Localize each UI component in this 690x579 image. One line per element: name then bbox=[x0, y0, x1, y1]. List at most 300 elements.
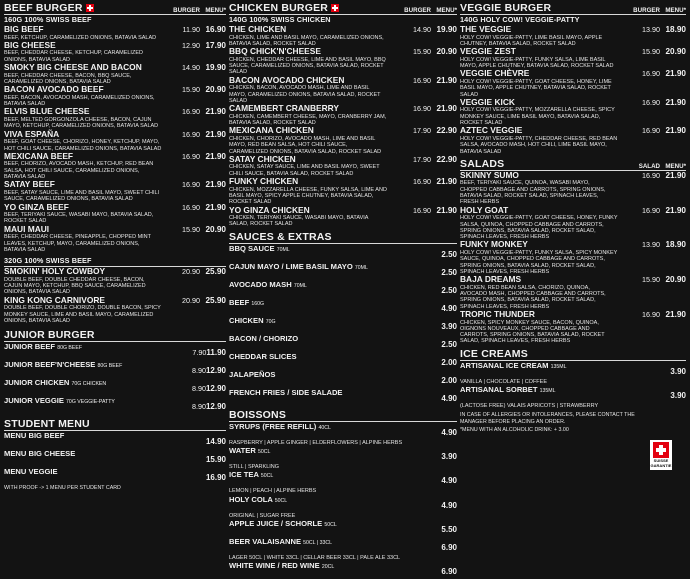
menu-price: 21.90 bbox=[205, 180, 226, 190]
beef-title: BEEF BURGER bbox=[4, 2, 83, 14]
item-name bbox=[229, 155, 296, 165]
item-detail: LEMON | PEACH | ALPINE HERBS bbox=[229, 488, 317, 495]
item-size: 135ML bbox=[539, 388, 556, 395]
menu-price: 14.90 bbox=[205, 437, 226, 447]
item-name-text: CAMEMBERT CRANBERRY bbox=[229, 103, 339, 114]
item-name bbox=[4, 267, 105, 277]
burger-price: 8.90 bbox=[191, 402, 206, 412]
item-prices bbox=[441, 244, 457, 262]
salads-list bbox=[460, 171, 686, 345]
item-prices bbox=[397, 177, 457, 187]
item-description: HOLY COW! VEGGIE-PATTY, FUNKY SALSA, LIME BASIL MAYO, APPLE CHUTNEY, BATAVIA SALAD, ROCKET SALAD bbox=[460, 56, 614, 70]
item-description: CHICKEN, RED BEAN SALSA, CHORIZO, QUINOA, AVOCADO MASH, CHOPPED CABBAGE AND CARROTS, SPRING ONIONS, BATAVIA SALAD, ROCKET SALAD, SPINACH LEAVES, FRESH HERBS bbox=[460, 284, 606, 310]
menu-item-row bbox=[4, 41, 226, 51]
menu-price: 18.90 bbox=[665, 25, 686, 34]
item-detail: ORIGINAL | SUGAR FREE bbox=[229, 512, 296, 519]
menu-price: 21.90 bbox=[205, 151, 226, 161]
menu-price: 4.90 bbox=[441, 500, 457, 510]
item-prices bbox=[166, 107, 226, 117]
badge-line-2: GARANTIE bbox=[650, 462, 672, 468]
swiss-guarantee-badge bbox=[650, 440, 672, 470]
menu-item bbox=[229, 244, 457, 262]
menu-item bbox=[4, 203, 226, 225]
item-name-text: ELVIS BLUE CHEESE bbox=[4, 106, 90, 117]
item-name-text: BBQ SAUCE bbox=[229, 243, 275, 253]
menu-item bbox=[4, 180, 226, 202]
item-prices bbox=[166, 152, 226, 162]
item-size: 80G BEEF bbox=[97, 363, 123, 370]
item-prices bbox=[670, 361, 686, 379]
item-size: 80G BEEF bbox=[57, 345, 82, 352]
item-prices bbox=[192, 378, 226, 396]
item-description: CHICKEN, TERIYAKI SAUCE, WASABI MAYO, BATAVIA SALAD, ROCKET SALAD bbox=[229, 215, 369, 228]
item-name-text: MAUI MAUI bbox=[4, 223, 50, 234]
veggie-title: VEGGIE BURGER bbox=[460, 2, 552, 14]
item-name bbox=[229, 388, 343, 406]
item-size: 70G CHICKEN bbox=[71, 381, 107, 388]
item-description: CHICKEN, LIME AND BASIL MAYO, CARAMELIZED ONIONS, BATAVIA SALAD, ROCKET SALAD bbox=[229, 34, 384, 47]
item-name-text: JUNIOR VEGGIE bbox=[4, 396, 64, 406]
item-name bbox=[229, 47, 321, 57]
menu-item-row bbox=[229, 298, 457, 316]
beef-list bbox=[4, 25, 226, 253]
menu-item bbox=[460, 126, 686, 154]
item-description: HOLY COW! VEGGIE-PATTY, CHEDDAR CHEESE, RED BEAN SALSA, AVOCADO MASH, HOT CHILI, LIME BASIL MAYO, BATAVIA SALAD bbox=[460, 135, 618, 155]
menu-item-row bbox=[229, 47, 457, 57]
menu-item-row bbox=[4, 431, 226, 449]
item-size: 50CL bbox=[324, 521, 337, 528]
menu-item-row bbox=[229, 470, 457, 488]
item-prices bbox=[166, 225, 226, 235]
item-size: 135ML bbox=[550, 363, 567, 370]
menu-item bbox=[229, 298, 457, 316]
item-detail: RASPBERRY | APPLE GINGER | ELDERFLOWERS | ALPINE HERBS bbox=[229, 439, 403, 446]
item-name-text: SYRUPS (FREE REFILL) bbox=[229, 421, 317, 431]
item-size: 70G VEGGIE-PATTY bbox=[66, 399, 115, 406]
burger-price: 17.90 bbox=[413, 126, 431, 136]
menu-price: 6.90 bbox=[441, 567, 457, 577]
menu-price: 21.90 bbox=[665, 309, 686, 319]
beef-column bbox=[4, 0, 226, 491]
item-name bbox=[4, 25, 44, 35]
burger-col-header: BURGER bbox=[633, 7, 660, 14]
item-name-text: BBQ CHICK'N'CHEESE bbox=[229, 46, 321, 57]
sauces-title: SAUCES & EXTRAS bbox=[229, 230, 332, 243]
item-prices bbox=[166, 41, 226, 51]
item-name bbox=[229, 262, 368, 280]
item-name-text: BACON / CHORIZO bbox=[229, 333, 299, 343]
item-name bbox=[460, 240, 528, 250]
beef-subtitle-2: 320G 100% SWISS BEEF bbox=[4, 256, 226, 267]
menu-item bbox=[4, 225, 226, 253]
burger-price: 12.90 bbox=[182, 40, 200, 50]
drinks-title: BOISSONS bbox=[229, 408, 287, 421]
menu-item bbox=[460, 361, 686, 385]
item-detail: (LACTOSE FREE) VALAIS APRICOTS | STRAWBERRY bbox=[460, 403, 599, 410]
menu-item bbox=[229, 537, 457, 561]
menu-item bbox=[460, 98, 686, 126]
item-name-text: TROPIC THUNDER bbox=[460, 308, 535, 319]
item-name bbox=[460, 206, 508, 216]
burger-col-header: BURGER bbox=[404, 7, 431, 14]
menu-item bbox=[4, 431, 226, 449]
burger-price: 16.90 bbox=[413, 205, 431, 215]
menu-item-row bbox=[4, 296, 226, 306]
burger-price: 16.90 bbox=[642, 126, 660, 136]
chicken-header bbox=[229, 1, 457, 15]
menu-price: 21.90 bbox=[665, 205, 686, 215]
burger-price: 15.90 bbox=[642, 275, 660, 285]
menu-item bbox=[460, 240, 686, 275]
menu-price: 18.90 bbox=[665, 240, 686, 250]
item-name bbox=[229, 25, 286, 35]
menu-price: 21.90 bbox=[665, 69, 686, 79]
item-name bbox=[229, 495, 287, 513]
item-prices bbox=[206, 467, 226, 485]
item-name-text: AZTEC VEGGIE bbox=[460, 125, 523, 136]
item-size: 160G bbox=[251, 300, 265, 307]
item-name-text: BIG CHEESE bbox=[4, 39, 56, 50]
menu-item bbox=[460, 385, 686, 409]
item-name bbox=[460, 126, 522, 136]
item-prices bbox=[166, 296, 226, 306]
junior-list bbox=[4, 342, 226, 414]
burger-price: 14.90 bbox=[182, 63, 200, 73]
icecream-header bbox=[460, 347, 686, 361]
item-name-text: HOLY COLA bbox=[229, 494, 273, 504]
menu-price: 20.90 bbox=[665, 47, 686, 57]
menu-price: 21.90 bbox=[665, 97, 686, 107]
item-name-text: SATAY BEEF bbox=[4, 179, 55, 190]
drinks-list bbox=[229, 422, 457, 579]
burger-price: 16.90 bbox=[413, 104, 431, 114]
item-prices bbox=[626, 310, 686, 320]
chicken-list bbox=[229, 25, 457, 228]
item-description: BEEF, KETCHUP, CARAMELIZED ONIONS, BATAVIA SALAD bbox=[4, 34, 157, 41]
item-prices bbox=[626, 25, 686, 35]
item-name bbox=[460, 361, 566, 379]
item-name bbox=[229, 126, 314, 136]
item-name-text: SMOKY BIG CHEESE AND BACON bbox=[4, 62, 142, 73]
item-prices bbox=[166, 25, 226, 35]
swiss-flag-icon bbox=[331, 4, 339, 12]
item-name-text: MEXICANA CHICKEN bbox=[229, 125, 314, 136]
item-size: 70ML bbox=[276, 246, 290, 253]
menu-item bbox=[229, 388, 457, 406]
item-size: 70ML bbox=[293, 282, 307, 289]
item-description: CHICKEN, MOZZARELLA CHEESE, FUNKY SALSA, LIME AND BASIL MAYO, SPICY APPLE CHUTNEY, BATAVIA SALAD, ROCKET SALAD bbox=[229, 186, 387, 206]
burger-price: 20.90 bbox=[182, 267, 200, 277]
menu-price: 21.90 bbox=[205, 107, 226, 117]
item-name-text: THE VEGGIE bbox=[460, 24, 512, 34]
menu-item-row bbox=[229, 446, 457, 464]
item-description: BEEF, SATAY SAUCE, LIME AND BASIL MAYO, SWEET CHILI SAUCE, CARAMELIZED ONIONS, BATAVIA SALAD bbox=[4, 189, 160, 203]
menu-price: 20.90 bbox=[205, 85, 226, 95]
menu-price: 21.90 bbox=[436, 104, 457, 114]
student-header bbox=[4, 417, 226, 431]
menu-item-row bbox=[460, 310, 686, 320]
item-name bbox=[229, 206, 310, 216]
item-name bbox=[229, 370, 275, 388]
menu-item bbox=[4, 107, 226, 129]
menu-item-row bbox=[4, 180, 226, 190]
item-name bbox=[229, 334, 298, 352]
menu-item bbox=[229, 422, 457, 446]
menu-price: 25.90 bbox=[205, 295, 226, 305]
burger-price: 11.90 bbox=[182, 25, 200, 34]
menu-price: 3.90 bbox=[441, 321, 457, 331]
menu-item-row bbox=[229, 352, 457, 370]
menu-item-row bbox=[229, 155, 457, 165]
burger-price: 13.90 bbox=[642, 25, 660, 34]
item-description: CHICKEN, SPICY MONKEY SAUCE, BACON, QUINOA, OIGNONS NOUVEAUX, CHOPPED CABBAGE AND CARROTS, SPRING ONIONS, BATAVIA SALAD, ROCKET SALAD, SPINACH LEAVES, FRESH HERBS bbox=[460, 319, 605, 345]
item-prices bbox=[166, 130, 226, 140]
item-name-text: ARTISANAL ICE CREAM bbox=[460, 360, 549, 370]
item-description: DOUBLE BEEF, DOUBLE CHEDDAR CHEESE, BACON, CAJUN MAYO, KETCHUP, BBQ SAUCE, CARAMELIZED ONIONS, BATAVIA SALAD bbox=[4, 276, 146, 296]
menu-item bbox=[229, 561, 457, 579]
menu-item bbox=[4, 130, 226, 152]
burger-price: 15.90 bbox=[413, 47, 431, 57]
item-name bbox=[4, 467, 58, 485]
item-name-text: VIVA ESPAÑA bbox=[4, 128, 60, 139]
student-note: WITH PROOF -> 1 MENU PER STUDENT CARD bbox=[4, 485, 121, 492]
menu-item-row bbox=[229, 561, 457, 579]
item-name bbox=[229, 76, 344, 86]
menu-item-row bbox=[4, 342, 226, 360]
menu-price: 2.50 bbox=[441, 249, 457, 259]
menu-price: 21.90 bbox=[436, 177, 457, 187]
item-name bbox=[460, 69, 529, 79]
menu-item-row bbox=[4, 152, 226, 162]
menu-item-row bbox=[460, 275, 686, 285]
item-prices bbox=[441, 388, 457, 406]
item-description: HOLY COW! VEGGIE-PATTY, GOAT CHEESE, HONEY, LIME BASIL MAYO, APPLE CHUTNEY, BATAVIA SALAD, ROCKET SALAD bbox=[460, 78, 612, 98]
menu-item bbox=[460, 310, 686, 345]
item-name bbox=[460, 275, 521, 285]
salads-header bbox=[460, 157, 686, 171]
item-name-text: KING KONG CARNIVORE bbox=[4, 294, 105, 305]
beef-list-2 bbox=[4, 267, 226, 324]
menu-item bbox=[229, 47, 457, 75]
item-description: CHICKEN, CHORIZO, AVOCADO MASH, LIME AND BASIL MAYO, RED BEAN SALSA, HOT CHILI SAUCE, CARAMELIZED ONIONS, BATAVIA SALAD, ROCKET SALAD bbox=[229, 135, 382, 155]
item-name bbox=[460, 171, 519, 181]
item-name-text: BACON AVOCADO CHICKEN bbox=[229, 74, 345, 85]
burger-price: 16.90 bbox=[182, 202, 200, 212]
menu-price: 22.90 bbox=[436, 126, 457, 136]
item-prices bbox=[166, 63, 226, 73]
item-name bbox=[4, 378, 106, 396]
menu-item-row bbox=[229, 316, 457, 334]
swiss-cross-icon bbox=[653, 442, 669, 458]
item-name bbox=[4, 41, 56, 51]
menu-item bbox=[4, 63, 226, 85]
item-size: 50CL | 33CL bbox=[303, 539, 332, 546]
item-name-text: FRENCH FRIES / SIDE SALADE bbox=[229, 387, 343, 397]
menu-price: 16.90 bbox=[205, 25, 226, 34]
item-prices bbox=[441, 352, 457, 370]
item-name-text: AVOCADO MASH bbox=[229, 279, 292, 289]
item-prices bbox=[397, 25, 457, 35]
item-description: BEEF, TERIYAKI SAUCE, WASABI MAYO, BATAVIA SALAD, ROCKET SALAD bbox=[4, 212, 154, 225]
item-name bbox=[229, 280, 307, 298]
menu-price: 21.90 bbox=[436, 75, 457, 85]
item-name bbox=[4, 152, 73, 162]
item-name-text: ICE TEA bbox=[229, 470, 259, 480]
burger-price: 16.90 bbox=[182, 129, 200, 139]
menu-item-row bbox=[4, 203, 226, 213]
menu-item-row bbox=[460, 171, 686, 181]
item-description: BEEF, CHEDDAR CHEESE, PINEAPPLE, CHOPPED MINT LEAVES, KETCHUP, MAYO, CARAMELIZED ONIONS, BATAVIA SALAD bbox=[4, 234, 151, 253]
burger-price: 7.90 bbox=[192, 348, 207, 358]
item-prices bbox=[166, 180, 226, 190]
item-prices bbox=[441, 422, 457, 440]
menu-item bbox=[229, 280, 457, 298]
menu-item bbox=[460, 47, 686, 69]
burger-price: 16.90 bbox=[413, 177, 431, 187]
item-name-text: BEER VALAISANNE bbox=[229, 536, 302, 546]
menu-item bbox=[4, 296, 226, 324]
item-name bbox=[4, 180, 55, 190]
chicken-subtitle: 140G 100% SWISS CHICKEN bbox=[229, 15, 331, 24]
item-name bbox=[4, 130, 59, 140]
menu-item-row bbox=[229, 76, 457, 86]
item-name bbox=[4, 63, 142, 73]
menu-price: 21.90 bbox=[436, 205, 457, 215]
menu-item-row bbox=[4, 130, 226, 140]
menu-price: 11.90 bbox=[206, 348, 226, 358]
menu-item-row bbox=[229, 262, 457, 280]
menu-item-row bbox=[229, 370, 457, 388]
item-description: BEEF, CHORIZO, AVOCADO MASH, KETCHUP, RED BEAN SALSA, HOT CHILI SAUCE, CARAMELIZED ONIONS, BATAVIA SALAD bbox=[4, 161, 154, 181]
menu-price: 2.50 bbox=[441, 267, 457, 277]
item-prices bbox=[206, 431, 226, 449]
beef-header bbox=[4, 1, 226, 15]
item-name bbox=[229, 104, 339, 114]
icecream-list bbox=[460, 361, 686, 410]
item-name-text: YO GINZA BEEF bbox=[4, 201, 69, 212]
menu-item bbox=[4, 449, 226, 467]
menu-price: 12.90 bbox=[205, 402, 226, 412]
menu-item-row bbox=[460, 385, 686, 403]
burger-price: 16.90 bbox=[642, 205, 660, 215]
menu-price: 21.90 bbox=[205, 129, 226, 139]
menu-item bbox=[229, 155, 457, 177]
menu-price: 4.90 bbox=[441, 476, 457, 486]
alcohol-footnote: *MENU WITH AN ALCOHOLIC DRINK: + 3.00 bbox=[460, 426, 569, 433]
menu-item bbox=[4, 467, 226, 485]
burger-price: 20.90 bbox=[182, 295, 200, 305]
menu-item bbox=[4, 152, 226, 180]
menu-price: 21.90 bbox=[665, 170, 686, 180]
item-description: BEEF, BACON, AVOCADO MASH, CARAMELIZED ONIONS, BATAVIA SALAD bbox=[4, 94, 155, 108]
menu-item-row bbox=[4, 360, 226, 378]
item-name bbox=[460, 98, 515, 108]
burger-price: 16.90 bbox=[413, 75, 431, 85]
item-name bbox=[4, 225, 49, 235]
menu-item bbox=[460, 275, 686, 310]
allergy-note: IN CASE OF ALLERGIES OR INTOLERANCES, PLEASE CONTACT THE MANAGER BEFORE PLACING AN ORDER. bbox=[460, 412, 635, 425]
item-size: 50CL bbox=[274, 497, 288, 504]
item-description: CHICKEN, CAMEMBERT CHEESE, MAYO, CRANBERRY JAM, BATAVIA SALAD, ROCKET SALAD bbox=[229, 113, 387, 127]
item-name-text: VEGGIE ZEST bbox=[460, 46, 516, 57]
menu-item bbox=[229, 495, 457, 519]
item-description: CHICKEN, BACON, AVOCADO MASH, LIME AND BASIL MAYO, CARAMELIZED ONIONS, BATAVIA SALAD, ROCKET SALAD bbox=[229, 85, 381, 104]
item-name-text: HOLY GOAT bbox=[460, 204, 509, 215]
item-description: BEEF, GOAT CHEESE, CHORIZO, HONEY, KETCHUP, MAYO, HOT CHILI SAUCE, CARAMELIZED ONIONS, BATAVIA SALAD bbox=[4, 139, 162, 152]
menu-price: 2.50 bbox=[441, 339, 457, 349]
menu-price: 20.90 bbox=[205, 224, 226, 234]
menu-price: 19.90 bbox=[436, 25, 457, 34]
menu-price: 25.90 bbox=[205, 267, 226, 277]
item-name bbox=[229, 244, 290, 262]
menu-price: 21.90 bbox=[205, 202, 226, 212]
item-name bbox=[4, 107, 89, 117]
menu-price: 4.90 bbox=[441, 303, 457, 313]
menu-item-row bbox=[4, 25, 226, 35]
item-prices bbox=[206, 449, 226, 467]
menu-item-row bbox=[4, 107, 226, 117]
item-name-text: CAJUN MAYO / LIME BASIL MAYO bbox=[229, 261, 353, 271]
item-name-text: BAJA DREAMS bbox=[460, 274, 522, 285]
menu-item bbox=[460, 25, 686, 47]
item-name-text: SATAY CHICKEN bbox=[229, 153, 296, 164]
menu-item bbox=[229, 519, 457, 537]
menu-item-row bbox=[460, 47, 686, 57]
menu-price: 12.90 bbox=[205, 384, 226, 394]
menu-col-header: MENU* bbox=[205, 7, 226, 14]
menu-item bbox=[229, 470, 457, 494]
menu-item bbox=[229, 76, 457, 104]
item-description: CHICKEN, SATAY SAUCE, LIME AND BASIL MAYO, SWEET CHILI SAUCE, BATAVIA SALAD, ROCKET SALAD bbox=[229, 164, 380, 177]
burger-price: 13.90 bbox=[642, 240, 660, 250]
burger-price: 8.90 bbox=[191, 384, 206, 394]
menu-item-row bbox=[229, 126, 457, 136]
item-name-text: BACON AVOCADO BEEF bbox=[4, 84, 104, 95]
item-name-text: JALAPEÑOS bbox=[229, 369, 276, 379]
item-prices bbox=[441, 495, 457, 513]
item-name-text: MENU VEGGIE bbox=[4, 467, 58, 477]
menu-item bbox=[4, 378, 226, 396]
menu-item bbox=[229, 25, 457, 47]
menu-price: 5.50 bbox=[441, 524, 457, 534]
menu-item bbox=[229, 262, 457, 280]
item-name bbox=[229, 561, 334, 579]
item-name-text: SKINNY SUMO bbox=[460, 169, 519, 180]
menu-price: 16.90 bbox=[205, 473, 226, 483]
menu-price: 19.90 bbox=[205, 63, 226, 73]
item-name bbox=[4, 396, 115, 414]
burger-price: 16.90 bbox=[182, 107, 200, 117]
menu-item-row bbox=[4, 85, 226, 95]
item-prices bbox=[192, 342, 226, 360]
item-name-text: JUNIOR BEEF bbox=[4, 342, 56, 352]
item-size: 70ML bbox=[354, 264, 368, 271]
item-description: DOUBLE BEEF, DOUBLE CHORIZO, DOUBLE BACON, SPICY MONKEY SAUCE, LIME AND BASIL MAYO, CARAMELIZED ONIONS, BATAVIA SALAD bbox=[4, 305, 161, 324]
icecream-title: ICE CREAMS bbox=[460, 347, 528, 360]
menu-price: 15.90 bbox=[205, 455, 226, 465]
burger-price: 8.90 bbox=[191, 366, 206, 376]
item-name bbox=[229, 446, 270, 464]
burger-price: 17.90 bbox=[413, 154, 431, 164]
item-name-text: JUNIOR CHICKEN bbox=[4, 378, 70, 388]
item-name bbox=[229, 352, 297, 370]
veggie-list bbox=[460, 25, 686, 155]
item-description: HOLY COW! VEGGIE-PATTY, FUNKY SALSA, SPICY MONKEY SAUCE, QUINOA, CHOPPED CABBAGE AND CARROTS, SPRING ONIONS, BATAVIA SALAD, ROCKET SALAD, SPINACH LEAVES, FRESH HERBS bbox=[460, 249, 618, 275]
menu-item bbox=[4, 85, 226, 107]
menu-item bbox=[460, 171, 686, 206]
menu-item bbox=[4, 41, 226, 63]
item-prices bbox=[626, 206, 686, 216]
